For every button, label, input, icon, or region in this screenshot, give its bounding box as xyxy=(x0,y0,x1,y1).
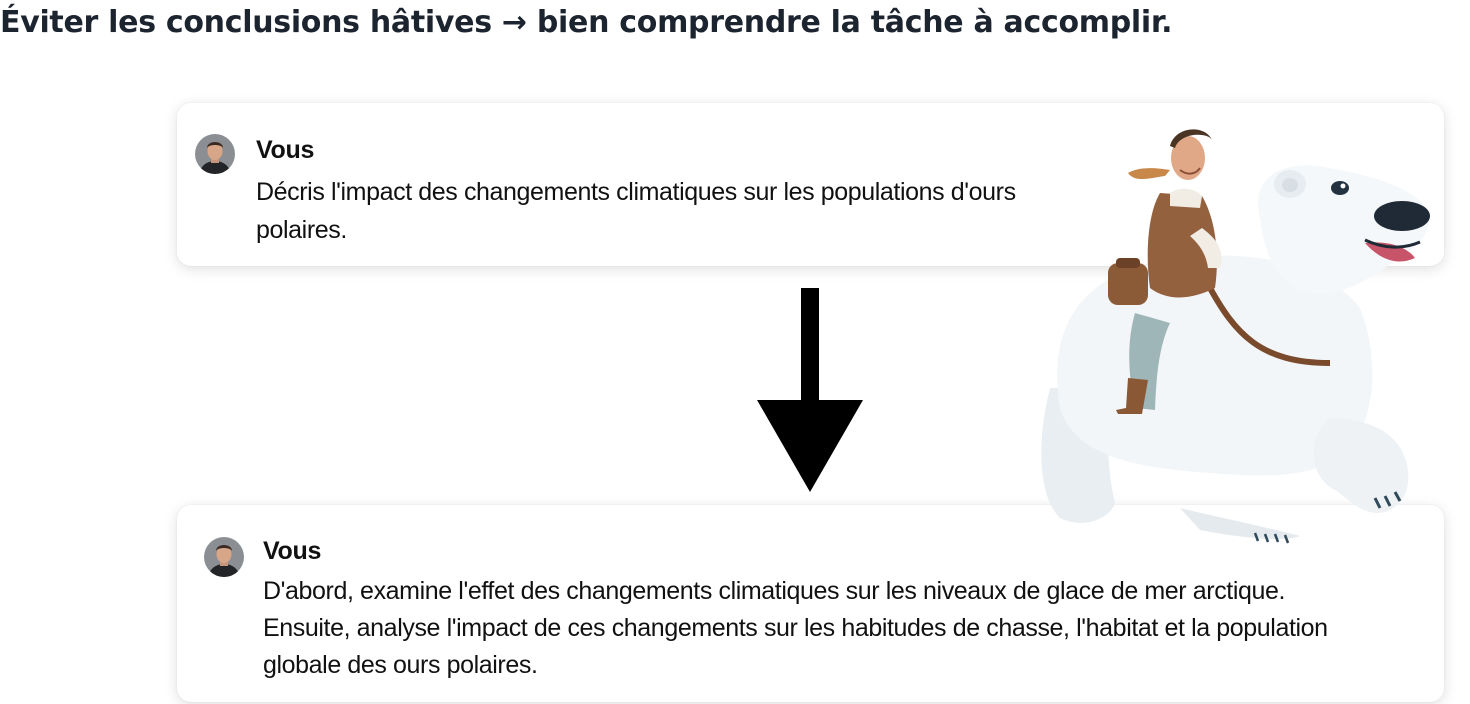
message-line: polaires. xyxy=(256,216,347,244)
message-text xyxy=(263,573,1423,684)
message-line: Décris l'impact des changements climatiques sur les populations d'ours xyxy=(256,178,1016,206)
arrow-down-icon xyxy=(757,288,863,492)
message-line: D'abord, examine l'effet des changements climatiques sur les niveaux de glace de mer arctique. xyxy=(263,577,1286,605)
message-author: Vous xyxy=(256,136,315,164)
message-text xyxy=(256,173,1136,249)
message-line: globale des ours polaires. xyxy=(263,651,538,679)
message-author: Vous xyxy=(263,537,322,565)
explorer-riding-polar-bear-illustration xyxy=(1030,118,1450,550)
slide-title: Éviter les conclusions hâtives → bien comprendre la tâche à accomplir. xyxy=(0,5,1173,40)
user-avatar xyxy=(204,537,244,577)
user-avatar xyxy=(195,134,235,174)
message-line: Ensuite, analyse l'impact de ces changements sur les habitudes de chasse, l'habitat et la population xyxy=(263,614,1328,642)
